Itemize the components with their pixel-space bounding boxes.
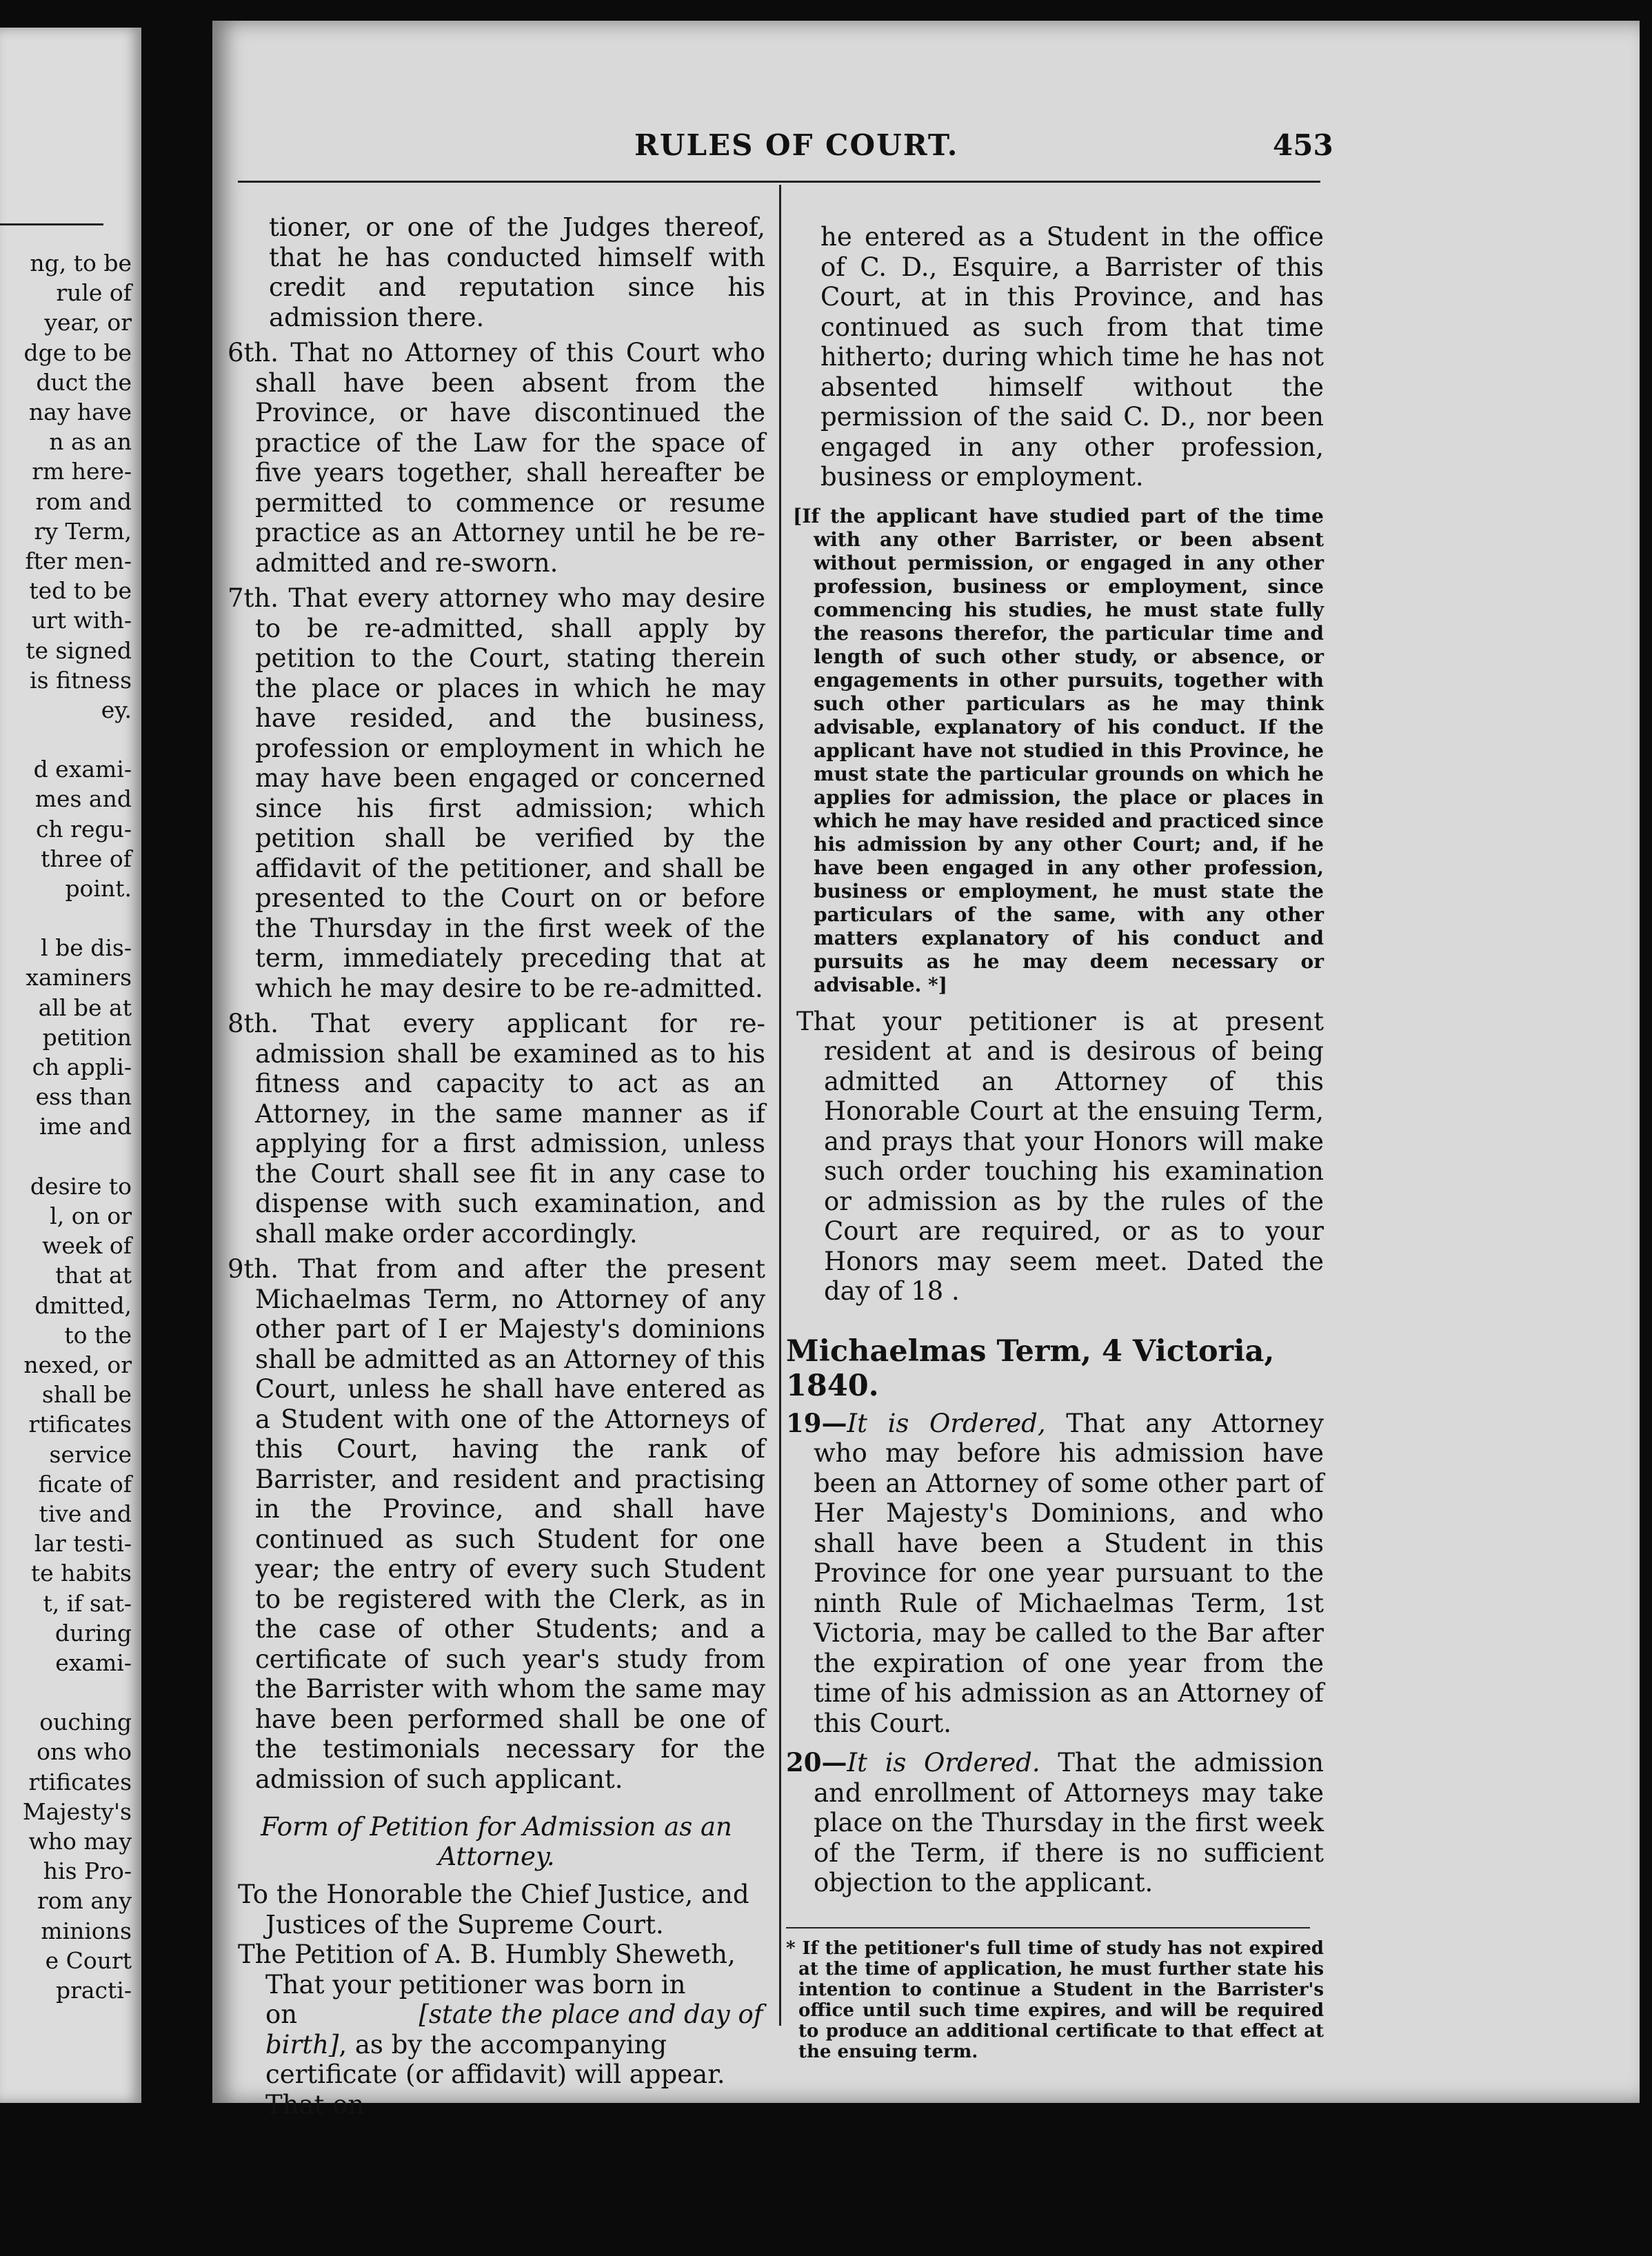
left-page-fragment: ng, to be — [30, 250, 132, 276]
page-number: 453 — [1273, 128, 1333, 162]
left-page-fragment: exami- — [55, 1649, 132, 1676]
left-page-fragment: t, if sat- — [43, 1589, 132, 1617]
rule-19-number: 19— — [786, 1407, 847, 1438]
left-page-fragment: ch regu- — [35, 815, 132, 843]
left-page-fragment: dge to be — [23, 339, 132, 366]
left-page-fragment: fter men- — [25, 547, 132, 575]
left-page-fragment: lar testi- — [34, 1530, 132, 1558]
left-page-fragment: n as an — [49, 428, 132, 456]
rule-9th: 9th. That from and after the present Michaelmas Term, no Attorney of any other part of I er Majesty's dominions shall be admitted as an Attorney of this Court, unless he shall have entered as a Student with one of the Attorneys of this Court, having the rank of Barrister, and resident and practising in the Province, and shall have continued as such Student for one year; the entry of every such Student to be registered with the Clerk, as in the case of other Students; and a certificate of such year's study from the Barrister with whom the same may have been performed shall be one of the testimonials necessary for the admission of such applicant. — [228, 1254, 765, 1794]
left-page-fragment: rom and — [35, 487, 132, 515]
rule-19-ordered: It is Ordered, — [847, 1408, 1046, 1438]
left-page-fragment: ess than — [35, 1083, 132, 1111]
petition-addressee: To the Honorable the Chief Justice, and Justices of the Supreme Court. — [238, 1880, 749, 1940]
section-heading: Michaelmas Term, 4 Victoria, 1840. — [786, 1333, 1275, 1403]
rule-8th: 8th. That every applicant for re-admission shall be examined as to his fitness and capacity to act as an Attorney, in the same manner as if applying for a first admission, unless the Court shall see fit in any case to dispense with such examination, and shall make order accordingly. — [228, 1009, 765, 1249]
petition-closing: That your petitioner is at present resident at and is desirous of being admitted an Attorney of this Honorable Court at the ensuing Term, and prays that your Honors will make such order touching his examination or admission as by the rules of the Court are required, or as to your Honors may seem meet. Dated the day of 18 . — [796, 1006, 1324, 1306]
petition-part-a: The Petition of A. B. Humbly Sheweth, That your petitioner was born in — [238, 1940, 736, 2000]
left-page-fragment: te habits — [30, 1560, 132, 1587]
rule-20-ordered: It is Ordered. — [847, 1748, 1040, 1777]
rule-7th: 7th. That every attorney who may desire to be re-admitted, shall apply by petition to the Court, stating therein the place or places in which he may have resided, and the business, profession or employment in which he may have been engaged or concerned since his first admission; which petition shall be verified by the affidavit of the petitioner, and shall be presented to the Court on or before the Thursday in the first week of the term, immediately preceding that at which he may desire to be re-admitted. — [228, 583, 765, 1003]
header-rule — [238, 181, 1320, 183]
petition-part-c: , as by the accompanying certificate (or affidavit) will appear. That on — [265, 2029, 725, 2119]
left-column — [228, 212, 765, 2119]
left-page-fragment: rm here- — [32, 458, 132, 485]
petition-opening — [228, 1940, 765, 2119]
left-page-fragment: nexed, or — [23, 1351, 132, 1378]
left-page-fragment: his Pro- — [43, 1857, 132, 1885]
left-page-fragment: minions — [41, 1917, 132, 1944]
left-page-fragment: petition — [42, 1023, 132, 1051]
rule-19-text: That any Attorney who may before his admission have been an Attorney of some other part of Her Majesty's Dominions, and who shall have been a Student in this Province for one year pursuant to the ninth Rule of Michaelmas Term, 1st Victoria, may be called to the Bar after the expiration of one year from the time of his admission as an Attorney of this Court. — [814, 1408, 1324, 1738]
left-page-fragment: rtificates — [28, 1768, 132, 1795]
left-page-fragment: tive and — [39, 1500, 132, 1527]
rule-20-text: That the admission and enrollment of Attorneys may take place on the Thursday in the first week of the Term, if there is no sufficient objection to the applicant. — [814, 1748, 1324, 1897]
petition-part-b: on — [265, 2000, 298, 2029]
left-page-fragment: week of — [42, 1232, 132, 1260]
left-page-fragment: desire to — [30, 1172, 132, 1200]
rule-19 — [786, 1409, 1324, 1739]
right-column — [786, 222, 1324, 2062]
left-page-fragment — [0, 1678, 132, 1707]
left-page-fragment: te signed — [26, 636, 132, 664]
left-page-fragment: mes and — [34, 785, 132, 813]
left-page-fragment: during — [54, 1619, 132, 1646]
rule-20 — [786, 1748, 1324, 1898]
left-page-fragment: rom any — [37, 1887, 132, 1915]
left-page-fragment: xaminers — [26, 964, 132, 991]
petition-italic-instruction: [state the place and day of birth] — [265, 2000, 763, 2059]
left-page-fragment: rule of — [56, 279, 132, 307]
left-page-fragment: who may — [28, 1827, 132, 1855]
left-page-fragment: practi- — [55, 1976, 132, 2004]
left-page-fragment: ouching — [39, 1709, 132, 1736]
left-page-fragment: d exami- — [33, 756, 132, 783]
left-page-fragment: that at — [55, 1262, 132, 1289]
left-page-fragment: ons who — [37, 1738, 132, 1766]
left-page-fragment: ey. — [101, 696, 132, 724]
left-page-header-rule — [0, 223, 103, 225]
left-page-fragment: ficate of — [38, 1470, 132, 1498]
left-page-fragment: urt with- — [31, 607, 132, 634]
continued-paragraph: tioner, or one of the Judges thereof, that he has conducted himself with credit and reputation since his admission there. — [269, 212, 765, 332]
left-page-fragment: ted to be — [29, 577, 132, 605]
left-page-fragment: ch appli- — [32, 1054, 132, 1081]
form-title: Form of Petition for Admission as an Attorney. — [261, 1812, 732, 1871]
left-page-fragment: three of — [41, 845, 132, 872]
footnote: * If the petitioner's full time of study has not expired at the time of application, he must further state his intention to continue a Student in the Barrister's office until such time expires, and will be required to produce an additional certificate to that effect at the ensuing term. — [786, 1937, 1324, 2062]
left-page-fragment: shall be — [41, 1381, 132, 1409]
left-page-fragment: dmitted, — [34, 1291, 132, 1319]
left-page-text-fragments — [0, 248, 132, 2005]
left-page-fragment: duct the — [36, 368, 132, 396]
left-page-fragment: ime and — [39, 1113, 132, 1140]
left-page-fragment: Majesty's — [22, 1797, 132, 1825]
left-page-fragment: year, or — [44, 309, 132, 336]
column-divider — [779, 185, 781, 2026]
rule-20-number: 20— — [786, 1747, 847, 1777]
rule-6th: 6th. That no Attorney of this Court who shall have been absent from the Province, or have discontinued the practice of the Law for the space of five years together, shall hereafter be permitted to commence or resume practice as an Attorney until he be re-admitted and re-sworn. — [228, 338, 765, 578]
left-page-fragment: is fitness — [30, 666, 132, 694]
left-page-fragment: l be dis- — [41, 934, 132, 962]
left-page-fragment: to the — [64, 1321, 132, 1349]
adjacent-left-page — [0, 28, 141, 2103]
bracketed-instructions: [If the applicant have studied part of the time with any other Barrister, or been absent without permission, or engaged in any other profession, business or employment, since commencing his studies, he must state fully the reasons therefor, the particular time and length of such other study, or absence, or engagements in other pursuits, together with such other particulars as he may think advisable, explanatory of his conduct. If the applicant have not studied in this Province, he must state the particular grounds on which he applies for admission, the place or places in which he may have resided and practiced since his admission by any other Court; and, if he have been engaged in any other profession, business or employment, he must state the particulars of the same, with any other matters explanatory of his conduct and pursuits as he may deem necessary or advisable. *] — [793, 504, 1324, 996]
left-page-fragment: ry Term, — [34, 517, 132, 545]
petition-continued: he entered as a Student in the office of C. D., Esquire, a Barrister of this Court, at in this Province, and has continued as such from that time hitherto; during which time he has not absented himself without the permission of the said C. D., nor been engaged in any other profession, business or employment. — [820, 222, 1324, 492]
left-page-fragment: l, on or — [50, 1202, 132, 1229]
left-page-fragment — [0, 903, 132, 933]
left-page-fragment: service — [49, 1440, 132, 1468]
running-header-title: RULES OF COURT. — [634, 128, 959, 162]
left-page-fragment — [0, 725, 132, 754]
left-page-fragment: all be at — [38, 994, 132, 1021]
left-page-fragment: e Court — [45, 1946, 132, 1974]
footnote-rule — [786, 1927, 1310, 1928]
left-page-fragment — [0, 1142, 132, 1171]
left-page-fragment: nay have — [28, 399, 132, 426]
left-page-fragment: rtificates — [28, 1411, 132, 1438]
left-page-fragment: point. — [65, 875, 132, 903]
